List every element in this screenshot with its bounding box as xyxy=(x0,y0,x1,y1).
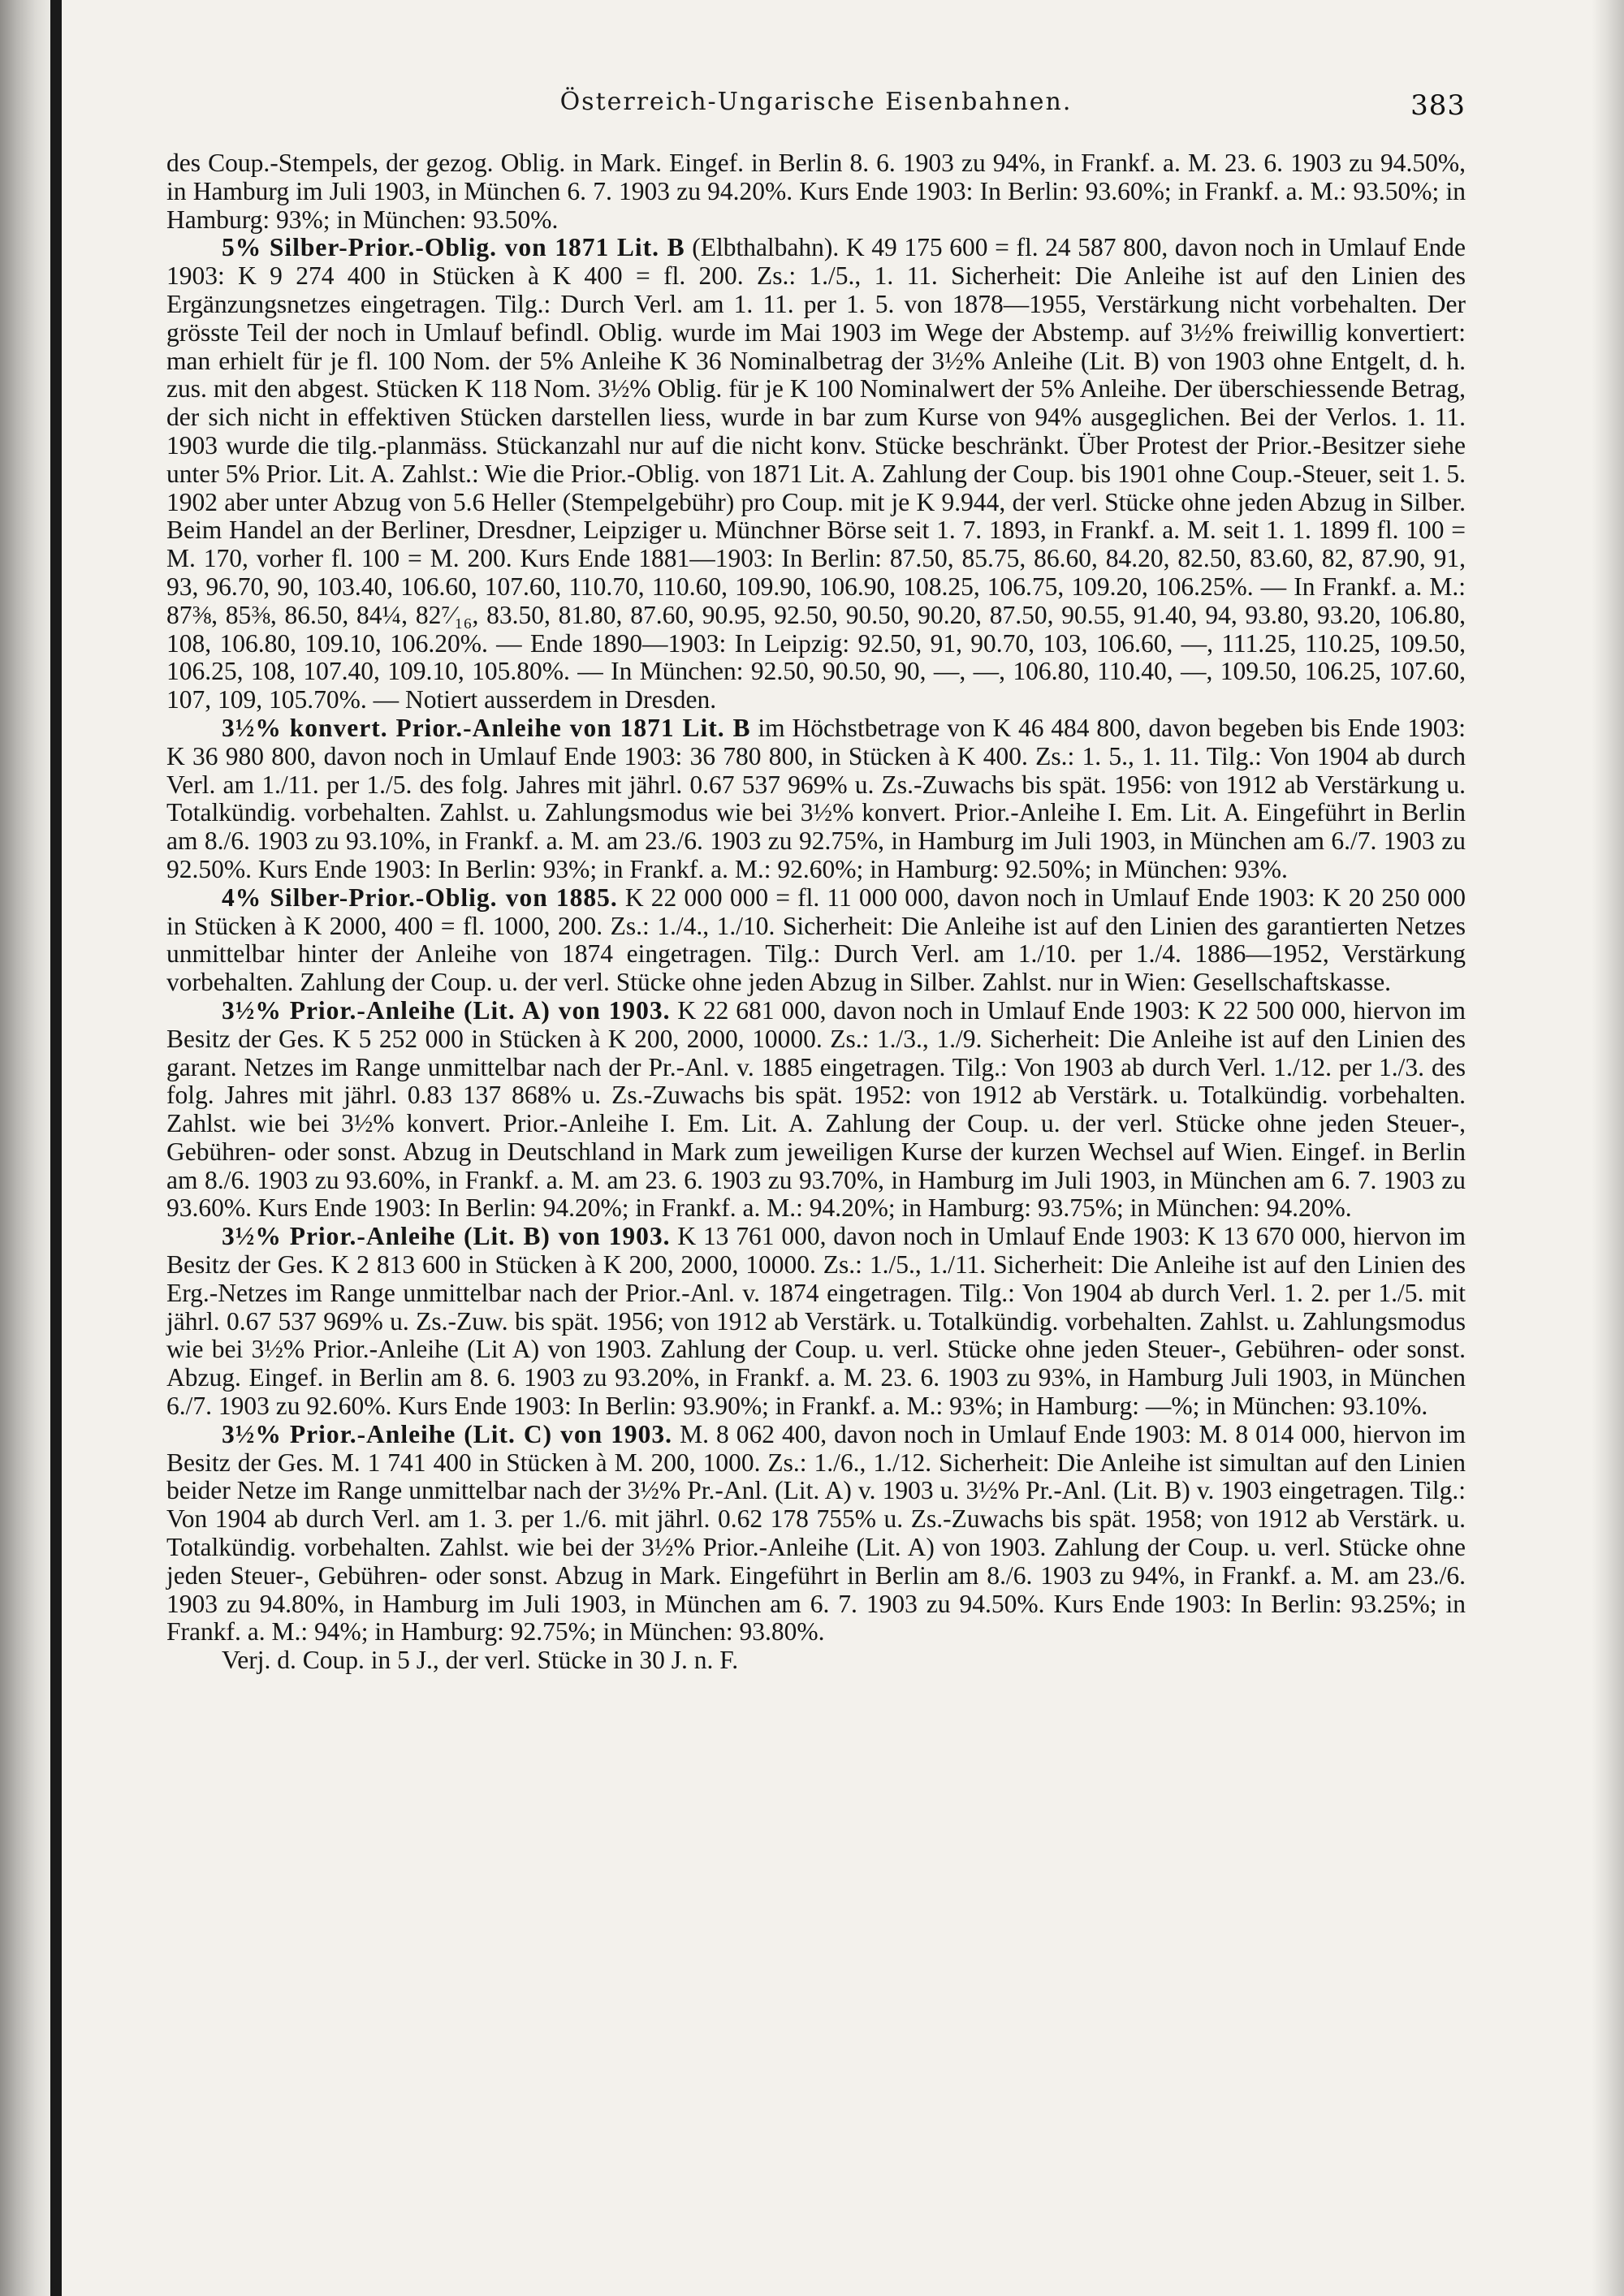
paragraph-coupon-stamp-continued xyxy=(166,149,1466,234)
entry-silber-prior-oblig-1871-lit-b xyxy=(166,234,1466,714)
entry-heading: 3½% Prior.-Anleihe (Lit. C) von 1903. xyxy=(222,1419,673,1448)
paragraph-verjaehrung xyxy=(166,1646,1466,1675)
entry-text: K 22 681 000, davon noch in Umlauf Ende 1903: K 22 500 000, hiervon im Besitz der Ges. K 5 252 000 in Stücken à K 200, 2000, 10000. Zs.: 1./3., 1./9. Sicherheit: Die Anleihe ist auf den Linien des garant. Netzes im Range unmittelbar nach der Pr.-Anl. v. 1885 eingetragen. Tilg.: Von 1903 ab durch Verl. 1./12. per 1./3. des folg. Jahres mit jährl. 0.83 137 868% u. Zs.-Zuwachs bis spät. 1952: von 1912 ab Verstärk. u. Totalkündig. vorbehalten. Zahlst. wie bei 3½% konvert. Prior.-Anleihe I. Em. Lit. A. Zahlung der Coup. u. der verl. Stücke ohne jeden Steuer-, Gebühren- oder sonst. Abzug in Deutschland in Mark zum jeweiligen Kurse der kurzen Wechsel auf Wien. Eingef. in Berlin am 8./6. 1903 zu 93.60%, in Frankf. a. M. am 23. 6. 1903 zu 93.70%, in Hamburg im Juli 1903, in München am 6. 7. 1903 zu 93.60%. Kurs Ende 1903: In Berlin: 94.20%; in Frankf. a. M.: 94.20%; in Hamburg: 93.75%; in München: 94.20%. xyxy=(166,995,1466,1223)
entry-text: K 13 761 000, davon noch in Umlauf Ende 1903: K 13 670 000, hiervon im Besitz der Ges. K 2 813 600 in Stücken à K 200, 2000, 10000. Zs.: 1./5., 1./11. Sicherheit: Die Anleihe ist auf den Linien des Erg.-Netzes im Range unmittelbar nach der Prior.-Anl. v. 1874 eingetragen. Tilg.: Von 1904 ab durch Verl. 1. 2. per 1./5. mit jährl. 0.67 537 969% u. Zs.-Zuw. bis spät. 1956; von 1912 ab Verstärk. u. Totalkündig. vorbehalten. Zahlst. u. Zahlungsmodus wie bei 3½% Prior.-Anleihe (Lit A) von 1903. Zahlung der Coup. u. verl. Stücke ohne jeden Steuer-, Gebühren- oder sonst. Abzug. Eingef. in Berlin am 8. 6. 1903 zu 93.20%, in Frankf. a. M. 23. 6. 1903 zu 93%, in Hamburg Juli 1903, in München 6./7. 1903 zu 92.60%. Kurs Ende 1903: In Berlin: 93.90%; in Frankf. a. M.: 93%; in Hamburg: —%; in München: 93.10%. xyxy=(166,1222,1466,1421)
page-header xyxy=(166,88,1466,128)
paragraph-text: des Coup.-Stempels, der gezog. Oblig. in Mark. Eingef. in Berlin 8. 6. 1903 zu 94%, in Frankf. a. M. 23. 6. 1903 zu 94.50%, in Hamburg im Juli 1903, in München 6. 7. 1903 zu 94.20%. Kurs Ende 1903: In Berlin: 93.60%; in Frankf. a. M.: 93.50%; in Hamburg: 93%; in München: 93.50%. xyxy=(166,149,1466,234)
entry-prior-anleihe-lit-c-1903 xyxy=(166,1421,1466,1646)
entry-heading: 4% Silber-Prior.-Oblig. von 1885. xyxy=(222,883,618,912)
running-title: Österreich-Ungarische Eisenbahnen. xyxy=(559,88,1073,116)
binding-shadow-left xyxy=(0,0,52,2296)
page-edge-right xyxy=(1592,0,1624,2296)
body-text xyxy=(166,149,1466,1675)
entry-text: K 22 000 000 = fl. 11 000 000, davon noch in Umlauf Ende 1903: K 20 250 000 in Stücken à K 2000, 400 = fl. 1000, 200. Zs.: 1./4., 1./10. Sicherheit: Die Anleihe ist auf den Linien des garantierten Netzes unmittelbar hinter der Anleihe von 1874 eingetragen. Tilg.: Durch Verl. am 1./10. per 1./4. 1886—1952, Verstärkung vorbehalten. Zahlung der Coup. u. der verl. Stücke ohne jeden Abzug in Silber. Zahlst. nur in Wien: Gesellschaftskasse. xyxy=(166,883,1466,997)
entry-heading: 3½% konvert. Prior.-Anleihe von 1871 Lit. B xyxy=(222,713,751,742)
paragraph-text: Verj. d. Coup. in 5 J., der verl. Stücke in 30 J. n. F. xyxy=(222,1646,739,1675)
entry-heading: 5% Silber-Prior.-Oblig. von 1871 Lit. B xyxy=(222,233,685,262)
binding-edge-line xyxy=(50,0,62,2296)
entry-text: (Elbthalbahn). K 49 175 600 = fl. 24 587 800, davon noch in Umlauf Ende 1903: K 9 274 400 in Stücken à K 400 = fl. 200. Zs.: 1./5., 1. 11. Sicherheit: Die Anleihe ist auf den Linien des Ergänzungsnetzes eingetragen. Tilg.: Durch Verl. am 1. 11. per 1. 5. von 1878—1955, Verstärkung nicht vorbehalten. Der grösste Teil der noch in Umlauf befindl. Oblig. wurde im Mai 1903 im Wege der Abstemp. auf 3½% freiwillig konvertiert: man erhielt für je fl. 100 Nom. der 5% Anleihe K 36 Nominalbetrag der 3½% Anleihe (Lit. B) von 1903 ohne Entgelt, d. h. zus. mit den abgest. Stücken K 118 Nom. 3½% Oblig. für je K 100 Nominalwert der 5% Anleihe. Der überschiessende Betrag, der sich nicht in effektiven Stücken darstellen liess, wurde in bar zum Kurse von 94% ausgeglichen. Bei der Verlos. 1. 11. 1903 wurde die tilg.-planmäss. Stückanzahl nur auf die nicht konv. Stücke beschränkt. Über Protest der Prior.-Besitzer siehe unter 5% Prior. Lit. A. Zahlst.: Wie die Prior.-Oblig. von 1871 Lit. A. Zahlung der Coup. bis 1901 ohne Coup.-Steuer, seit 1. 5. 1902 aber unter Abzug von 5.6 Heller (Stempelgebühr) pro Coup. mit je K 9.944, der verl. Stücke ohne jeden Abzug in Silber. Beim Handel an der Berliner, Dresdner, Leipziger u. Münchner Börse seit 1. 7. 1893, in Frankf. a. M. seit 1. 1. 1899 fl. 100 = M. 170, vorher fl. 100 = M. 200. Kurs Ende 1881—1903: In Berlin: 87.50, 85.75, 86.60, 84.20, 82.50, 83.60, 82, 87.90, 91, 93, 96.70, 90, 103.40, 106.60, 107.60, 110.70, 110.60, 109.90, 106.90, 108.25, 106.75, 109.20, 106.25%. — In Frankf. a. M.: 87⅜, 85⅜, 86.50, 84¼, 82⁷⁄₁₆, 83.50, 81.80, 87.60, 90.95, 92.50, 90.50, 90.20, 87.50, 90.55, 91.40, 94, 93.80, 93.20, 106.80, 108, 106.80, 109.10, 106.20%. — Ende 1890—1903: In Leipzig: 92.50, 91, 90.70, 103, 106.60, —, 111.25, 110.25, 109.50, 106.25, 108, 107.40, 109.10, 105.80%. — In München: 92.50, 90.50, 90, —, —, 106.80, 110.40, —, 109.50, 106.25, 107.60, 107, 109, 105.70%. — Notiert ausserdem in Dresden. xyxy=(166,233,1466,714)
entry-text: im Höchstbetrage von K 46 484 800, davon begeben bis Ende 1903: K 36 980 800, davon noch in Umlauf Ende 1903: 36 780 800, in Stücken à K 400. Zs.: 1. 5., 1. 11. Tilg.: Von 1904 ab durch Verl. am 1./11. per 1./5. des folg. Jahres mit jährl. 0.67 537 969% u. Zs.-Zuwachs bis spät. 1956: von 1912 ab Verstärkung u. Totalkündig. vorbehalten. Zahlst. u. Zahlungsmodus wie bei 3½% konvert. Prior.-Anleihe I. Em. Lit. A. Eingeführt in Berlin am 8./6. 1903 zu 93.10%, in Frankf. a. M. am 23./6. 1903 zu 92.75%, in Hamburg im Juli 1903, in München am 6./7. 1903 zu 92.50%. Kurs Ende 1903: In Berlin: 93%; in Frankf. a. M.: 92.60%; in Hamburg: 92.50%; in München: 93%. xyxy=(166,713,1466,883)
entry-silber-prior-oblig-1885 xyxy=(166,884,1466,997)
entry-konvert-prior-anleihe-1871-lit-b xyxy=(166,714,1466,884)
entry-prior-anleihe-lit-b-1903 xyxy=(166,1223,1466,1421)
entry-text: M. 8 062 400, davon noch in Umlauf Ende 1903: M. 8 014 000, hiervon im Besitz der Ges. M. 1 741 400 in Stücken à M. 200, 1000. Zs.: 1./6., 1./12. Sicherheit: Die Anleihe ist simultan auf den Linien beider Netze im Range unmittelbar nach der 3½% Pr.-Anl. (Lit. A) v. 1903 u. 3½% Pr.-Anl. (Lit. B) v. 1903 eingetragen. Tilg.: Von 1904 ab durch Verl. am 1. 3. per 1./6. mit jährl. 0.62 178 755% u. Zs.-Zuwachs bis spät. 1958; von 1912 ab Verstärk. u. Totalkündig. vorbehalten. Zahlst. wie bei der 3½% Prior.-Anleihe (Lit. A) von 1903. Zahlung der Coup. u. verl. Stücke ohne jeden Steuer-, Gebühren- oder sonst. Abzug in Mark. Eingeführt in Berlin am 8./6. 1903 zu 94%, in Frankf. a. M. am 23./6. 1903 zu 94.80%, in Hamburg im Juli 1903, in München am 6. 7. 1903 zu 94.50%. Kurs Ende 1903: In Berlin: 93.25%; in Frankf. a. M.: 94%; in Hamburg: 92.75%; in München: 93.80%. xyxy=(166,1419,1466,1646)
page-number: 383 xyxy=(1410,89,1466,122)
entry-heading: 3½% Prior.-Anleihe (Lit. A) von 1903. xyxy=(222,995,671,1025)
entry-prior-anleihe-lit-a-1903 xyxy=(166,997,1466,1223)
entry-heading: 3½% Prior.-Anleihe (Lit. B) von 1903. xyxy=(222,1222,671,1251)
